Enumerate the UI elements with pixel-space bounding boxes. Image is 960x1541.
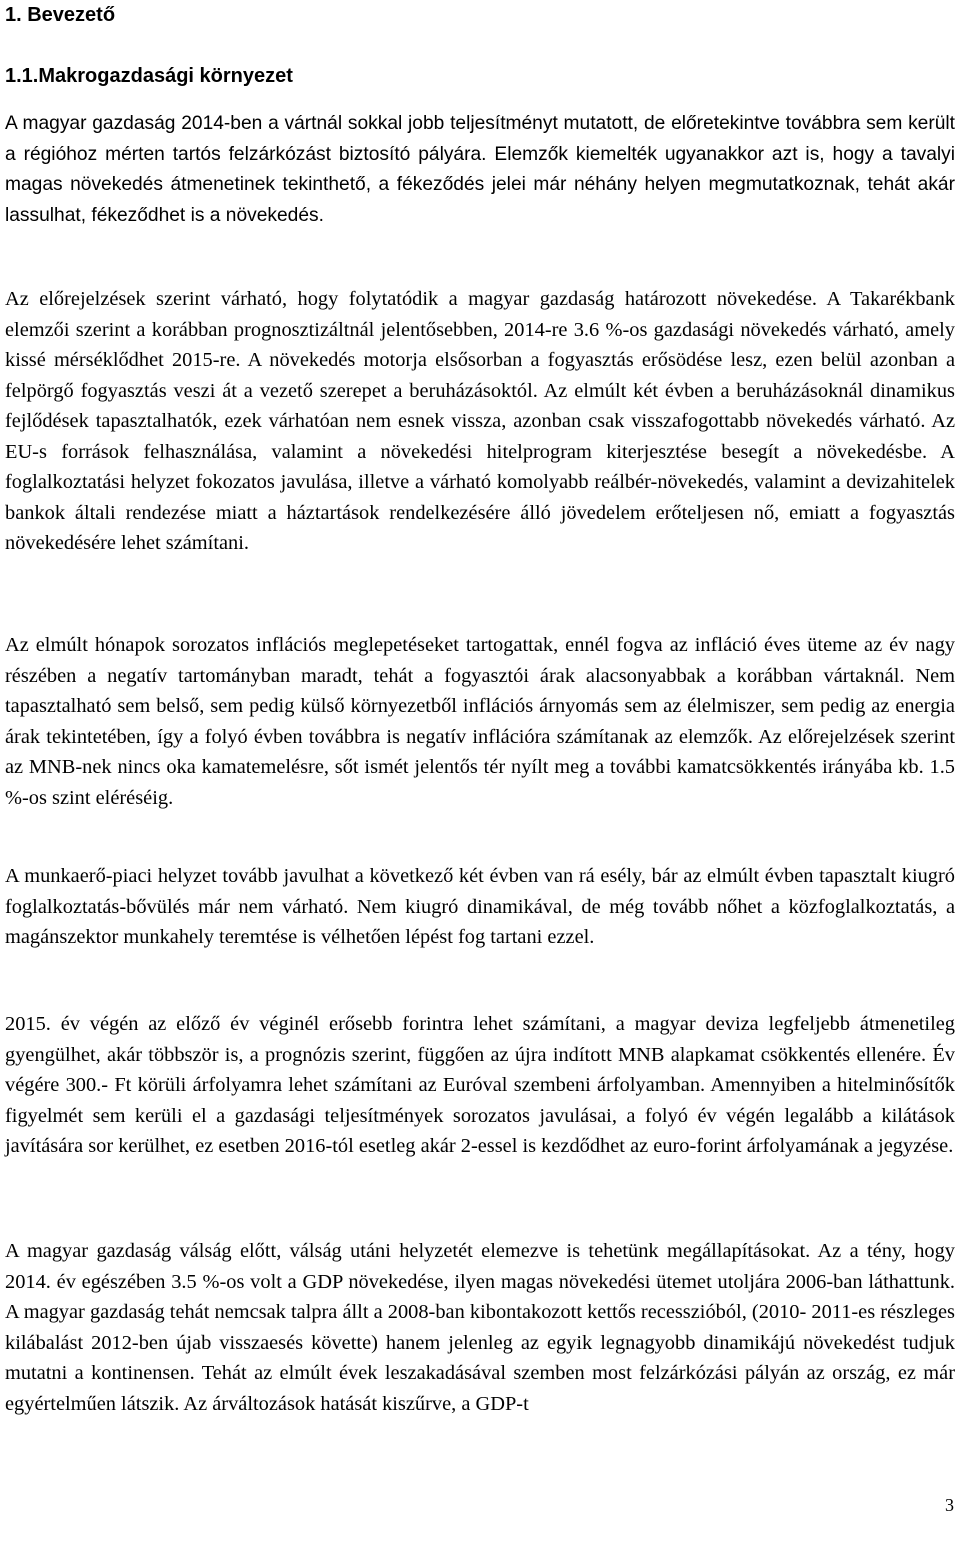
paragraph-labour-market: A munkaerő-piaci helyzet tovább javulhat a következő két évben van rá esély, bár az elmúlt évben tapasztalt kiugró foglalkoztatás-bővülés már nem várható. Nem kiugró dinamikával, de még tovább nőhet a közfoglalkoztatás, a magánszektor munkahely teremtése is vélhetően lépést fog tartani ezzel. — [5, 865, 955, 948]
paragraph-inflation: Az elmúlt hónapok sorozatos inflációs meglepetéseket tartogattak, ennél fogva az infláció éves üteme az év nagy részében a negatív tartományban maradt, tehát a fogyasztói árak alacsonyabbak a korábban vártaknál. Nem tapasztalható sem belső, sem pedig külső környezetből inflációs árnyomás sem az élelmiszer, sem pedig az energia árak tekintetében, így a folyó évben továbbra is negatív inflációra számítanak az elemzők. Az előrejelzések szerint az MNB-nek nincs oka kamatemelésre, sőt ismét jelentős tér nyílt meg a további kamatcsökkentés irányába kb. 1.5 %-os szint eléréséig. — [5, 634, 955, 809]
paragraph-crisis-analysis: A magyar gazdaság válság előtt, válság utáni helyzetét elemezve is tehetünk megállapításokat. Az a tény, hogy 2014. év egészében 3.5 %-os volt a GDP növekedése, ilyen magas növekedési ütemet utoljára 2006-ban láthattunk. A magyar gazdaság tehát nemcsak talpra állt a 2008-ban kibontakozott kettős recesszióból, (2010- 2011-es részleges kilábalást 2012-ben újab visszaesés követte) hanem jelenleg az egyik legnagyobb dinamikájú növekedést tudjuk mutatni a kontinensen. Tehát az elmúlt évek leszakadásával szemben most felzárkózási pályán az ország, ez már egyértelműen látszik. Az árváltozások hatását kiszűrve, a GDP-t — [5, 1240, 955, 1415]
chapter-heading: 1. Bevezető — [5, 4, 116, 26]
paragraph-forecast: Az előrejelzések szerint várható, hogy folytatódik a magyar gazdaság határozott növekedése. A Takarékbank elemzői szerint a korábban prognosztizáltnál jelentősebben, 2014-re 3.6 %-os gazdasági növekedés várható, amely kissé mérséklődhet 2015-re. A növekedés motorja elsősorban a fogyasztás erősödése lesz, ezen belül azonban a felpörgő fogyasztás veszi át a vezető szerepet a beruházásoktól. Az elmúlt két évben a beruházásoknál dinamikus fejlődések tapasztalhatók, ezek várhatóan nem esnek vissza, azonban csak visszafogottabb növekedés várható. Az EU-s források felhasználása, valamint a növekedési hitelprogram kiterjesztése besegít a növekedésbe. A foglalkoztatási helyzet fokozatos javulása, illetve a várható komolyabb reálbér-növekedés, valamint a devizahitelek bankok általi rendezése miatt a háztartások rendelkezésére álló jövedelem erőteljesen nő, emiatt a fogyasztás növekedésére lehet számítani. — [5, 288, 955, 554]
section-heading: 1.1.Makrogazdasági környezet — [5, 65, 293, 87]
paragraph-intro: A magyar gazdaság 2014-ben a vártnál sokkal jobb teljesítményt mutatott, de előretekintve továbbra sem került a régióhoz mérten tartós felzárkózást biztosító pályára. Elemzők kiemelték ugyanakkor azt is, hogy a tavalyi magas növekedés átmenetinek tekinthető, a fékeződés jelei már néhány helyen megmutatkoznak, tehát akár lassulhat, fékeződhet is a növekedés. — [5, 113, 955, 226]
page-number: 3 — [945, 1495, 954, 1515]
paragraph-exchange-rate: 2015. év végén az előző év véginél erősebb forintra lehet számítani, a magyar deviza legfeljebb átmenetileg gyengülhet, akár többször is, a prognózis szerint, függően az újra indított MNB alapkamat csökkentés ellenére. Év végére 300.- Ft körüli árfolyamra lehet számítani az Euróval szembeni árfolyamban. Amennyiben a hitelminősítők figyelmét sem kerüli el a gazdasági teljesítmények sorozatos javulásai, a folyó év végén legalább a kilátások javítására sor kerülhet, ez esetben 2016-tól esetleg akár 2-essel is kezdődhet az euro-forint árfolyamának a jegyzése. — [5, 1013, 955, 1157]
